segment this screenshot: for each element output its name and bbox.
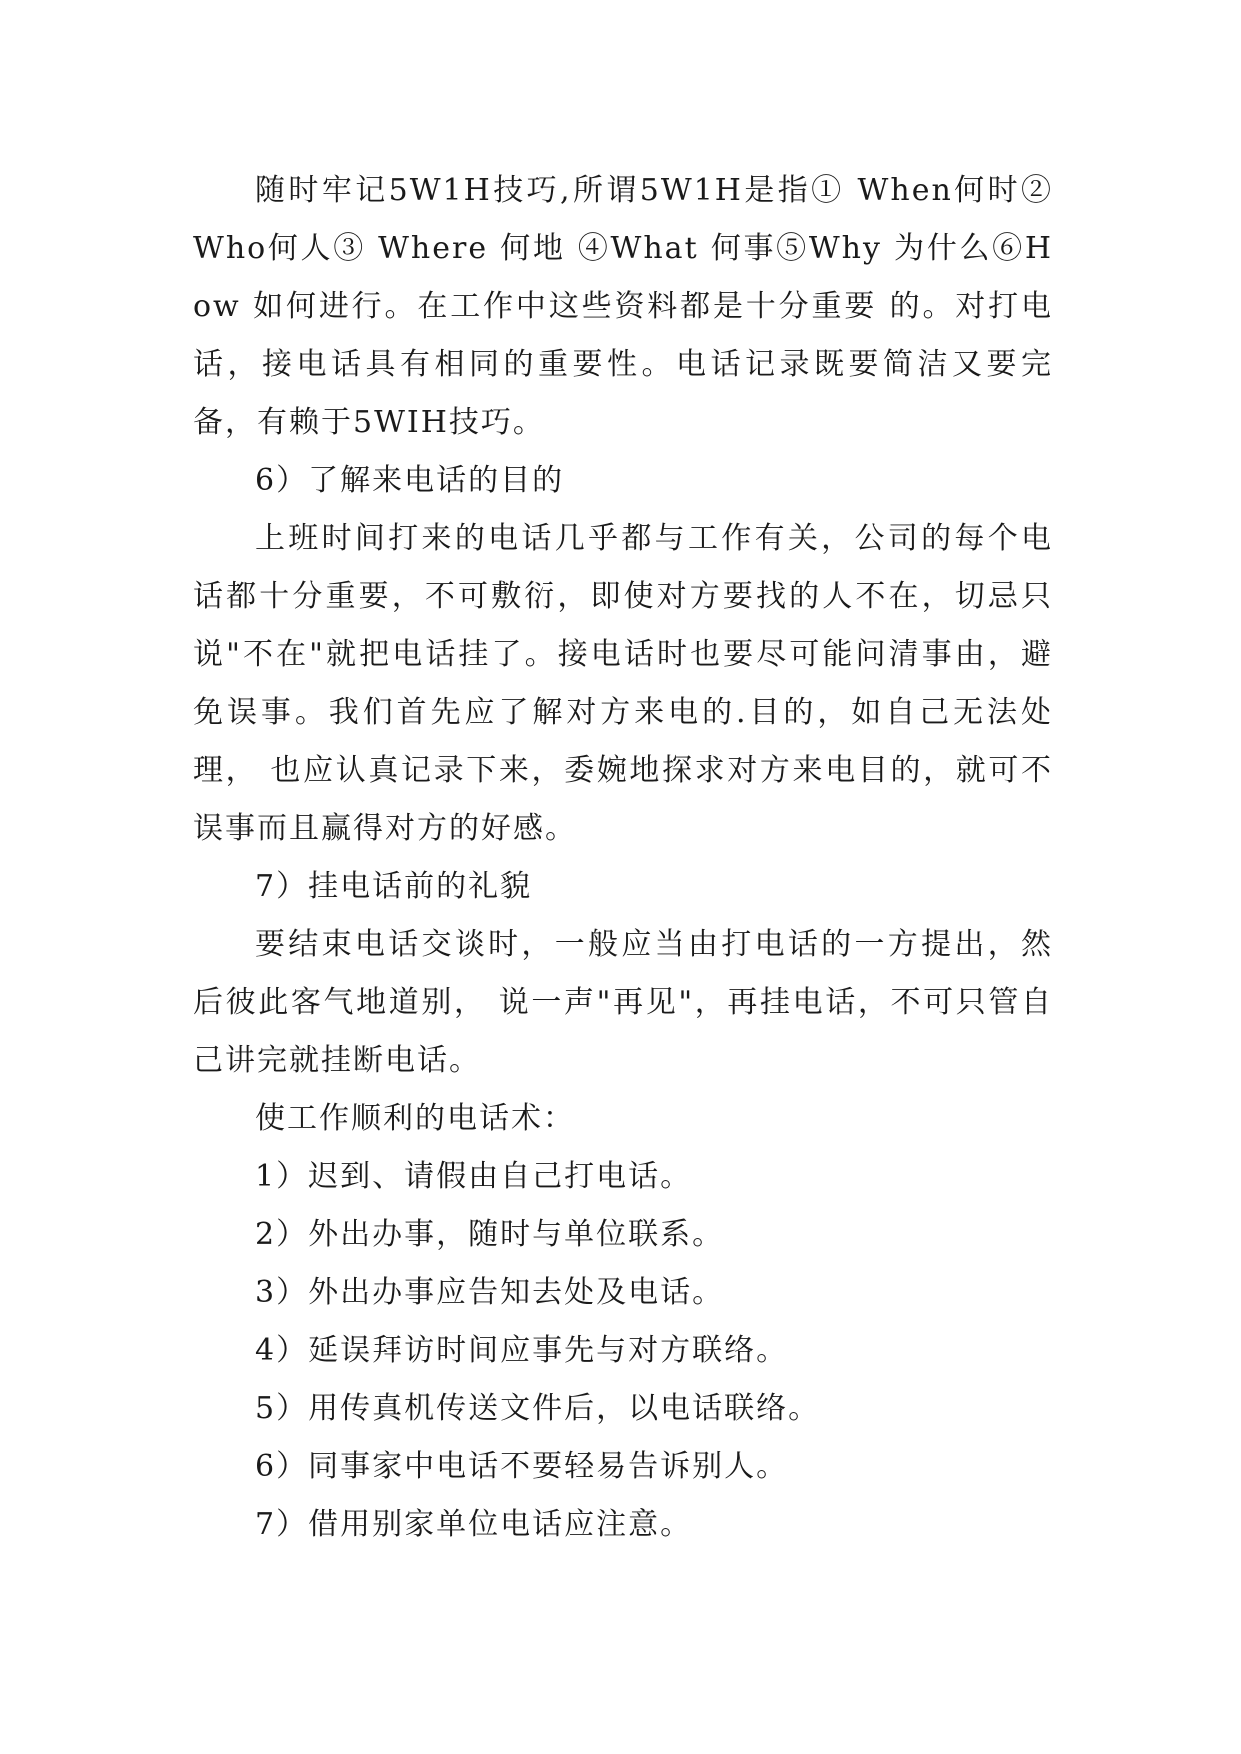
list-item: 7）借用别家单位电话应注意。 (255, 1507, 693, 1542)
heading-courtesy-before-hangup: 7）挂电话前的礼貌 (255, 869, 533, 904)
heading-phone-tips: 使工作顺利的电话术： (255, 1101, 575, 1136)
list-item: 2）外出办事，随时与单位联系。 (255, 1217, 725, 1252)
heading-understand-purpose: 6）了解来电话的目的 (255, 463, 565, 498)
paragraph-5w1h: 随时牢记5W1H技巧,所谓5W1H是指① When何时② Who何人③ Where 何地 ④What 何事⑤Why 为什么⑥How 如何进行。在工作中这些资料都是十分重要 的。对打电话，接电话具有相同的重要性。电话记录既要简洁又要完备，有赖于5WIH技巧。 (193, 173, 1053, 440)
list-item: 3）外出办事应告知去处及电话。 (255, 1275, 725, 1310)
document-body (193, 162, 1053, 1554)
paragraph-understand-purpose: 上班时间打来的电话几乎都与工作有关，公司的每个电话都十分重要，不可敷衍，即使对方要找的人不在，切忌只说"不在"就把电话挂了。接电话时也要尽可能问清事由，避免误事。我们首先应了解对方来电的.目的，如自己无法处理， 也应认真记录下来，委婉地探求对方来电目的，就可不误事而且赢得对方的好感。 (193, 521, 1053, 846)
list-item: 4）延误拜访时间应事先与对方联络。 (255, 1333, 789, 1368)
paragraph-courtesy-before-hangup: 要结束电话交谈时，一般应当由打电话的一方提出，然后彼此客气地道别， 说一声"再见"，再挂电话，不可只管自己讲完就挂断电话。 (193, 927, 1053, 1078)
list-item: 6）同事家中电话不要轻易告诉别人。 (255, 1449, 789, 1484)
list-item: 5）用传真机传送文件后，以电话联络。 (255, 1391, 821, 1426)
list-item: 1）迟到、请假由自己打电话。 (255, 1159, 693, 1194)
